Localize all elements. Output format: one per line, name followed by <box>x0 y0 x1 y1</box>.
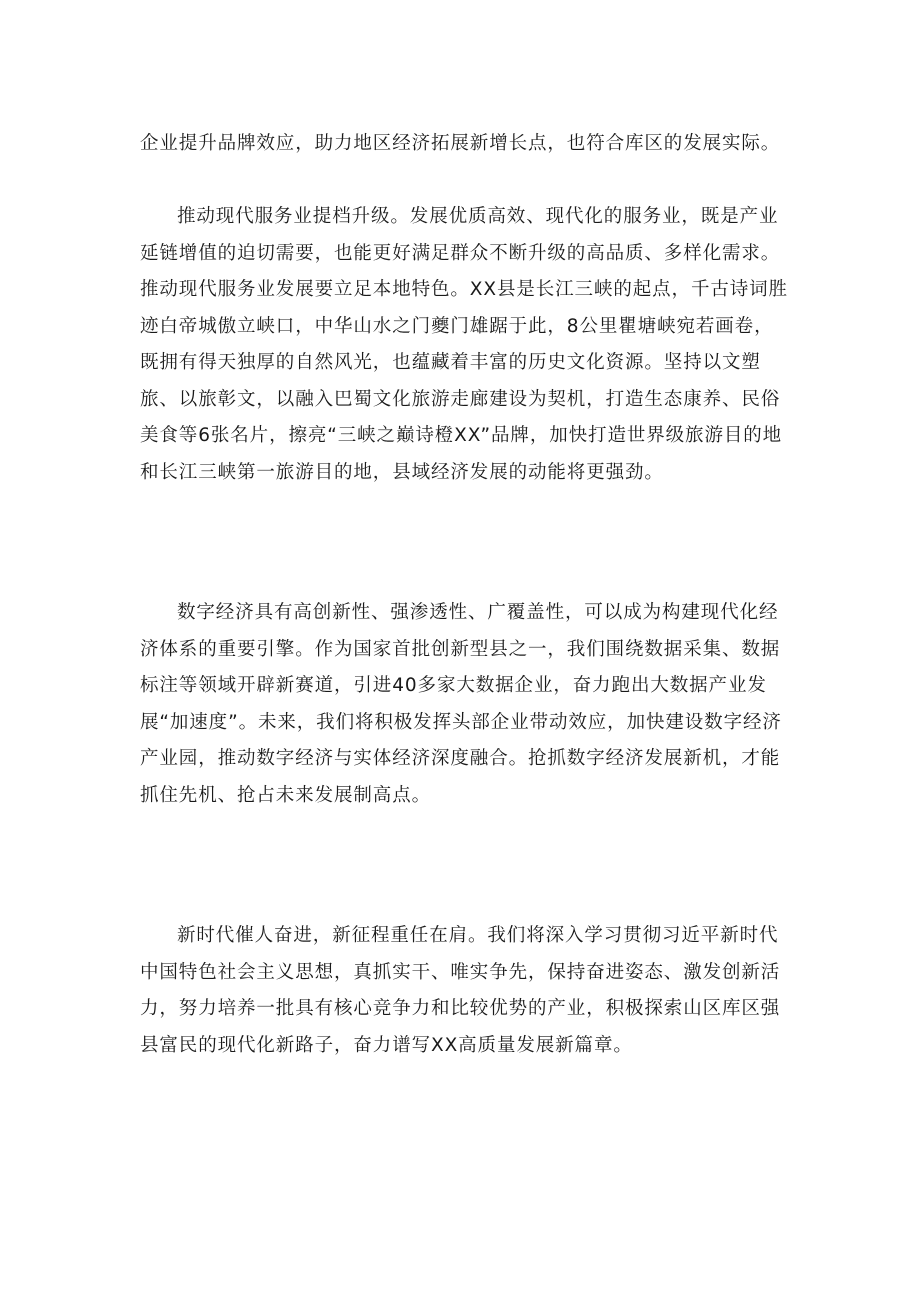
paragraph-continuation: 企业提升品牌效应，助力地区经济拓展新增长点，也符合库区的发展实际。 <box>140 133 781 154</box>
paragraph-modern-services: 推动现代服务业提档升级。发展优质高效、现代化的服务业，既是产业延链增值的迫切需要，也能更好满足群众不断升级的高品质、多样化需求。推动现代服务业发展要立足本地特色。XX县是长江三峡的起点，千古诗词胜迹白帝城傲立峡口，中华山水之门夔门雄踞于此，8公里瞿塘峡宛若画卷，既拥有得天独厚的自然风光，也蕴藏着丰富的历史文化资源。坚持以文塑旅、以旅彰文，以融入巴蜀文化旅游走廊建设为契机，打造生态康养、民俗美食等6张名片，擦亮“三峡之巅诗橙XX”品牌，加快打造世界级旅游目的地和长江三峡第一旅游目的地，县域经济发展的动能将更强劲。 <box>140 206 788 483</box>
paragraph-digital-economy: 数字经济具有高创新性、强渗透性、广覆盖性，可以成为构建现代化经济体系的重要引擎。作为国家首批创新型县之一，我们围绕数据采集、数据标注等领域开辟新赛道，引进40多家大数据企业，奋力跑出大数据产业发展“加速度”。未来，我们将积极发挥头部企业带动效应，加快建设数字经济产业园，推动数字经济与实体经济深度融合。抢抓数字经济发展新机，才能抓住先机、抢占未来发展制高点。 <box>140 602 782 806</box>
paragraph-new-era: 新时代催人奋进，新征程重任在肩。我们将深入学习贯彻习近平新时代中国特色社会主义思想，真抓实干、唯实争先，保持奋进姿态、激发创新活力，努力培养一批具有核心竞争力和比较优势的产业，积极探索山区库区强县富民的现代化新路子，奋力谱写XX高质量发展新篇章。 <box>140 925 781 1056</box>
